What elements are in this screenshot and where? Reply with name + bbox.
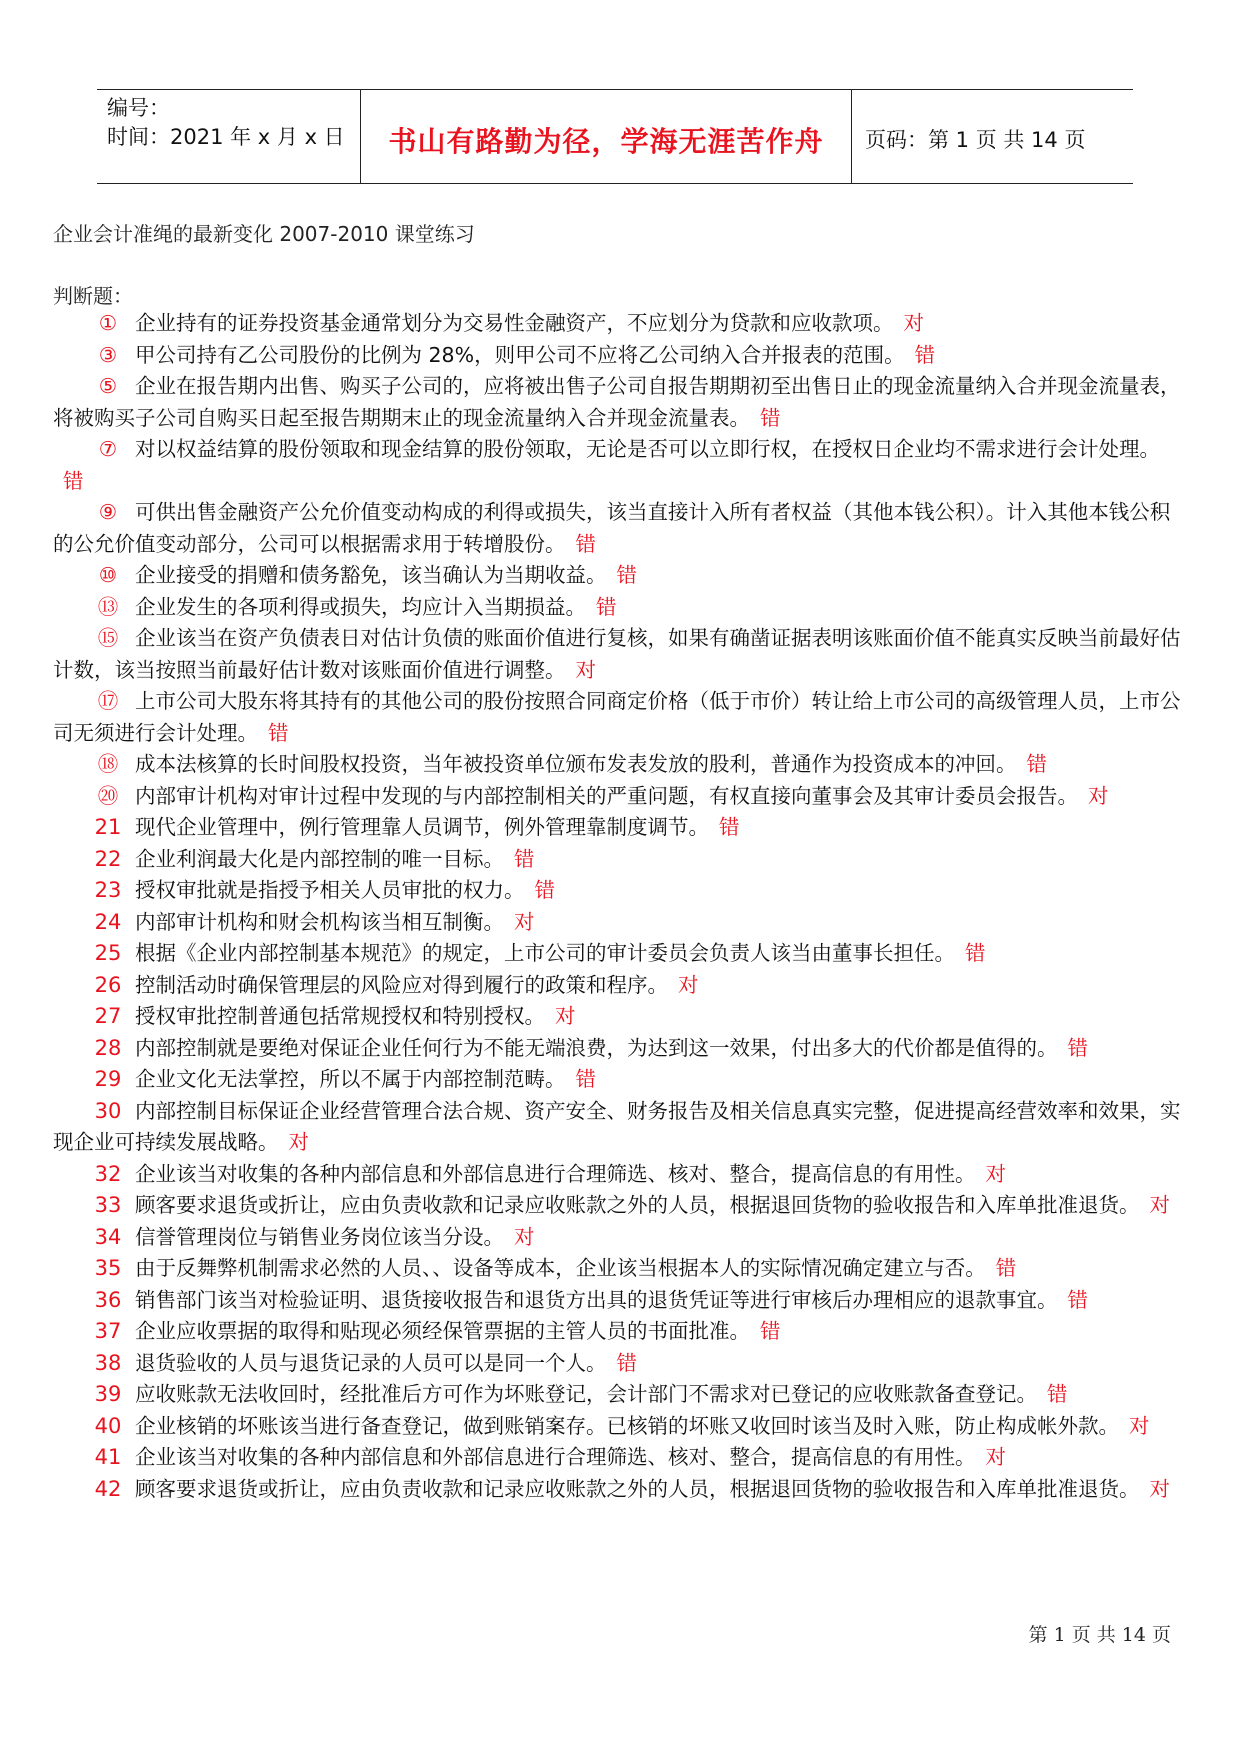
question-item	[53, 812, 1183, 844]
question-number: ⑮	[97, 626, 119, 650]
answer-mark: 错	[965, 941, 986, 965]
question-text: 现代企业管理中，例行管理靠人员调节，例外管理靠制度调节。	[135, 815, 709, 839]
question-text: 企业应收票据的取得和贴现必须经保管票据的主管人员的书面批准。	[135, 1319, 750, 1343]
answer-mark: 错	[914, 342, 936, 367]
question-item	[53, 308, 1183, 340]
answer-mark: 对	[1088, 783, 1109, 808]
question-text: 企业在报告期内出售、购买子公司的，应将被出售子公司自报告期期初至出售日止的现金流量纳入合并现金流量表，将被购买子公司自购买日起至报告期期末止的现金流量纳入合并现金流量表。	[53, 374, 1181, 430]
question-item	[53, 1001, 1183, 1033]
question-number: 25	[94, 941, 122, 965]
answer-mark: 错	[63, 468, 84, 493]
question-number: ⑤	[98, 374, 118, 398]
motto: 书山有路勤为径，学海无涯苦作舟	[388, 125, 824, 158]
answer-mark: 错	[1067, 1287, 1088, 1312]
question-text: 内部审计机构对审计过程中发现的与内部控制相关的严重问题，有权直接向董事会及其审计委员会报告。	[135, 783, 1078, 808]
question-item	[53, 434, 1183, 497]
answer-mark: 错	[995, 1256, 1017, 1280]
question-item	[53, 371, 1183, 434]
header-page-cell	[851, 90, 1133, 183]
question-number: ⑰	[97, 689, 119, 713]
answer-mark: 对	[678, 972, 699, 997]
question-number: 33	[94, 1193, 122, 1217]
answer-mark: 错	[534, 878, 555, 902]
question-text: 授权审批控制普通包括常规授权和特别授权。	[135, 1004, 545, 1028]
question-item	[53, 1222, 1183, 1254]
question-item	[53, 560, 1183, 592]
question-text: 企业文化无法掌控，所以不属于内部控制范畴。	[135, 1067, 566, 1091]
question-list	[53, 308, 1183, 1505]
question-text: 企业持有的证券投资基金通常划分为交易性金融资产，不应划分为贷款和应收款项。	[135, 311, 894, 335]
answer-mark: 错	[1067, 1035, 1088, 1060]
question-number: 42	[94, 1476, 122, 1501]
question-text: 企业发生的各项利得或损失，均应计入当期损益。	[135, 594, 586, 619]
answer-mark: 对	[985, 1445, 1006, 1469]
question-text: 退货验收的人员与退货记录的人员可以是同一个人。	[135, 1350, 607, 1375]
answer-mark: 错	[760, 1319, 781, 1343]
answer-mark: 对	[985, 1161, 1006, 1186]
question-text: 根据《企业内部控制基本规范》的规定，上市公司的审计委员会负责人该当由董事长担任。	[135, 941, 955, 965]
question-item	[53, 497, 1183, 560]
question-text: 销售部门该当对检验证明、退货接收报告和退货方出具的退货凭证等进行审核后办理相应的退款事宜。	[135, 1287, 1058, 1312]
question-number: ⑱	[97, 752, 119, 776]
question-number: 30	[94, 1098, 122, 1123]
document-header	[97, 89, 1133, 184]
document-title: 企业会计准绳的最新变化 2007-2010 课堂练习	[53, 222, 475, 246]
question-text: 甲公司持有乙公司股份的比例为 28%，则甲公司不应将乙公司纳入合并报表的范围。	[135, 342, 905, 367]
question-item	[53, 1253, 1183, 1285]
question-text: 企业该当对收集的各种内部信息和外部信息进行合理筛选、核对、整合，提高信息的有用性。	[135, 1161, 976, 1186]
header-motto-cell	[360, 90, 852, 183]
question-text: 由于反舞弊机制需求必然的人员、、设备等成本，企业该当根据本人的实际情况确定建立与否。	[135, 1256, 986, 1280]
question-number: 27	[94, 1004, 122, 1028]
question-number: 32	[94, 1161, 122, 1186]
question-text: 内部控制就是要绝对保证企业任何行为不能无端浪费，为达到这一效果，付出多大的代价都是值得的。	[135, 1035, 1058, 1060]
question-number: 35	[94, 1256, 122, 1280]
answer-mark: 对	[903, 311, 924, 335]
question-number: 21	[94, 815, 122, 839]
question-text: 内部审计机构和财会机构该当相互制衡。	[135, 909, 504, 934]
question-text: 对以权益结算的股份领取和现金结算的股份领取，无论是否可以立即行权，在授权日企业均不需求进行会计处理。	[135, 437, 1160, 461]
answer-mark: 错	[514, 846, 535, 871]
question-item	[53, 1096, 1183, 1159]
answer-mark: 错	[268, 720, 289, 745]
serial-label: 编号：	[107, 96, 170, 120]
question-item	[53, 1033, 1183, 1065]
question-text: 企业利润最大化是内部控制的唯一目标。	[135, 846, 504, 871]
answer-mark: 对	[514, 1224, 535, 1249]
answer-mark: 错	[575, 1067, 596, 1091]
answer-mark: 对	[288, 1130, 309, 1154]
question-number: 37	[94, 1319, 122, 1343]
question-item	[53, 1159, 1183, 1191]
question-item	[53, 1064, 1183, 1096]
time-label: 时间：2021 年 x 月 x 日	[107, 125, 345, 149]
question-number: ③	[98, 342, 118, 367]
question-item	[53, 749, 1183, 781]
question-number: 26	[94, 972, 122, 997]
question-text: 企业核销的坏账该当进行备查登记，做到账销案存。已核销的坏账又收回时该当及时入账，防止构成帐外款。	[135, 1413, 1119, 1438]
question-text: 控制活动时确保管理层的风险应对得到履行的政策和程序。	[135, 972, 668, 997]
answer-mark: 错	[1047, 1382, 1068, 1406]
answer-mark: 对	[1129, 1413, 1150, 1438]
question-item	[53, 340, 1183, 372]
question-text: 企业接受的捐赠和债务豁免，该当确认为当期收益。	[135, 563, 607, 587]
question-number: 38	[94, 1350, 122, 1375]
question-item	[53, 1348, 1183, 1380]
question-text: 授权审批就是指授予相关人员审批的权力。	[135, 878, 525, 902]
question-text: 可供出售金融资产公允价值变动构成的利得或损失，该当直接计入所有者权益（其他本钱公积）。计入其他本钱公积的公允价值变动部分，公司可以根据需求用于转增股份。	[53, 500, 1171, 556]
answer-mark: 对	[1149, 1476, 1170, 1501]
page-number: 页码：第 1 页 共 14 页	[865, 128, 1086, 152]
question-item	[53, 1190, 1183, 1222]
question-number: ⑬	[97, 594, 119, 619]
answer-mark: 对	[1149, 1193, 1170, 1217]
question-number: 29	[94, 1067, 122, 1091]
question-text: 应收账款无法收回时，经批准后方可作为坏账登记，会计部门不需求对已登记的应收账款备查登记。	[135, 1382, 1037, 1406]
question-number: ⑩	[98, 563, 118, 587]
question-item	[53, 1285, 1183, 1317]
question-number: 24	[94, 909, 122, 934]
answer-mark: 错	[1026, 752, 1047, 776]
page-footer: 第 1 页 共 14 页	[1028, 1624, 1171, 1646]
question-number: ①	[98, 311, 118, 335]
question-item	[53, 970, 1183, 1002]
question-item	[53, 1474, 1183, 1506]
question-item	[53, 875, 1183, 907]
answer-mark: 对	[555, 1004, 576, 1028]
answer-mark: 对	[514, 909, 535, 934]
question-number: 23	[94, 878, 122, 902]
header-meta-cell	[97, 90, 360, 183]
answer-mark: 错	[575, 531, 596, 556]
question-number: 36	[94, 1287, 122, 1312]
question-item	[53, 781, 1183, 813]
question-number: 41	[94, 1445, 122, 1469]
question-item	[53, 1411, 1183, 1443]
question-number: 22	[94, 846, 122, 871]
question-text: 顾客要求退货或折让，应由负责收款和记录应收账款之外的人员，根据退回货物的验收报告和入库单批准退货。	[135, 1193, 1140, 1217]
question-item	[53, 907, 1183, 939]
question-item	[53, 1442, 1183, 1474]
question-item	[53, 686, 1183, 749]
question-text: 顾客要求退货或折让，应由负责收款和记录应收账款之外的人员，根据退回货物的验收报告和入库单批准退货。	[135, 1476, 1140, 1501]
question-text: 企业该当在资产负债表日对估计负债的账面价值进行复核，如果有确凿证据表明该账面价值不能真实反映当前最好估计数，该当按照当前最好估计数对该账面价值进行调整。	[53, 626, 1181, 682]
question-number: ⑳	[97, 783, 119, 808]
question-number: 40	[94, 1413, 122, 1438]
question-number: ⑦	[98, 437, 118, 461]
question-text: 内部控制目标保证企业经营管理合法合规、资产安全、财务报告及相关信息真实完整，促进提高经营效率和效果，实现企业可持续发展战略。	[53, 1098, 1181, 1154]
question-text: 成本法核算的长时间股权投资，当年被投资单位颁布发表发放的股利，普通作为投资成本的冲回。	[135, 752, 1017, 776]
answer-mark: 错	[719, 815, 740, 839]
question-number: 39	[94, 1382, 122, 1406]
section-label: 判断题：	[53, 284, 133, 308]
question-number: 34	[94, 1224, 122, 1249]
answer-mark: 错	[760, 405, 781, 430]
answer-mark: 错	[616, 1350, 637, 1375]
question-text: 上市公司大股东将其持有的其他公司的股份按照合同商定价格（低于市价）转让给上市公司的高级管理人员，上市公司无须进行会计处理。	[53, 689, 1181, 745]
question-item	[53, 938, 1183, 970]
question-item	[53, 1379, 1183, 1411]
answer-mark: 对	[575, 657, 596, 682]
question-number: 28	[94, 1035, 122, 1060]
question-text: 企业该当对收集的各种内部信息和外部信息进行合理筛选、核对、整合，提高信息的有用性。	[135, 1445, 976, 1469]
answer-mark: 错	[616, 563, 637, 587]
question-item	[53, 592, 1183, 624]
answer-mark: 错	[596, 594, 617, 619]
question-number: ⑨	[98, 500, 118, 524]
question-item	[53, 1316, 1183, 1348]
question-item	[53, 623, 1183, 686]
question-text: 信誉管理岗位与销售业务岗位该当分设。	[135, 1224, 504, 1249]
question-item	[53, 844, 1183, 876]
